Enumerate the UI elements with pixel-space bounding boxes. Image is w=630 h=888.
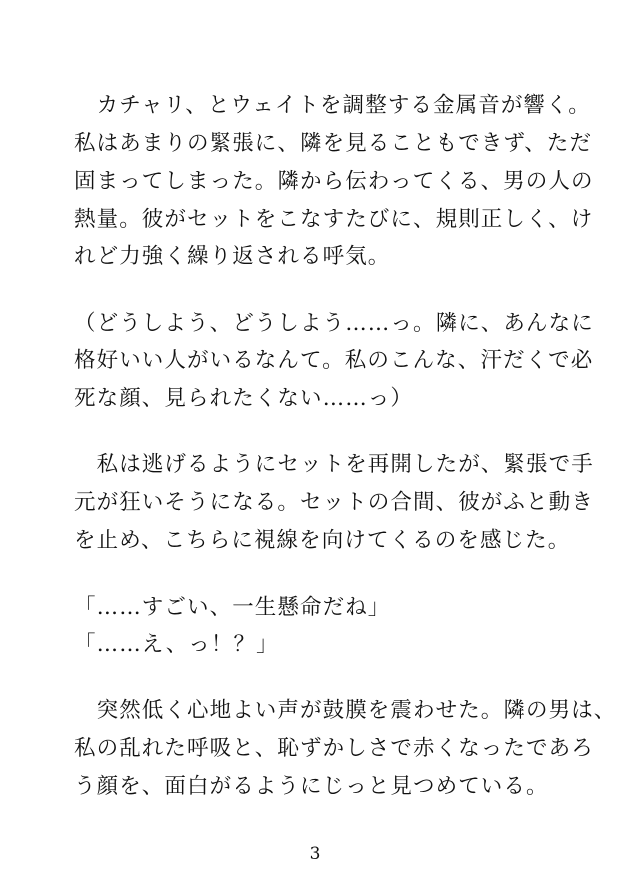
text-line: れど力強く繰り返される呼気。 xyxy=(74,244,391,269)
text-line: 固まってしまった。隣から伝わってくる、男の人の xyxy=(74,169,594,194)
dialogue-line: 「……すごい、一生懸命だね」 xyxy=(74,595,391,620)
text-line: う顔を、面白がるようにじっと見つめている。 xyxy=(74,774,549,799)
text-line: カチャリ、とウェイトを調整する金属音が響く。 xyxy=(74,93,591,118)
text-line: 突然低く心地よい声が鼓膜を震わせた。隣の男は、 xyxy=(74,698,617,723)
text-line: を止め、こちらに視線を向けてくるのを感じた。 xyxy=(74,528,571,553)
page-number: 3 xyxy=(309,844,321,864)
text-line: 元が狂いそうになる。セットの合間、彼がふと動き xyxy=(74,490,594,515)
text-line: 格好いい人がいるなんて。私のこんな、汗だくで必 xyxy=(74,348,594,373)
text-line: 死な顔、見られたくない……っ） xyxy=(74,386,414,411)
text-line: （どうしよう、どうしよう……っ。隣に、あんなに xyxy=(74,311,594,336)
text-line: 熱量。彼がセットをこなすたびに、規則正しく、け xyxy=(74,207,594,232)
dialogue-line: 「……え、っ！？」 xyxy=(74,632,279,657)
text-line: 私は逃げるようにセットを再開したが、緊張で手 xyxy=(74,452,594,477)
text-line: 私の乱れた呼吸と、恥ずかしさで赤くなったであろ xyxy=(74,736,594,761)
text-line: 私はあまりの緊張に、隣を見ることもできず、ただ xyxy=(74,131,593,156)
